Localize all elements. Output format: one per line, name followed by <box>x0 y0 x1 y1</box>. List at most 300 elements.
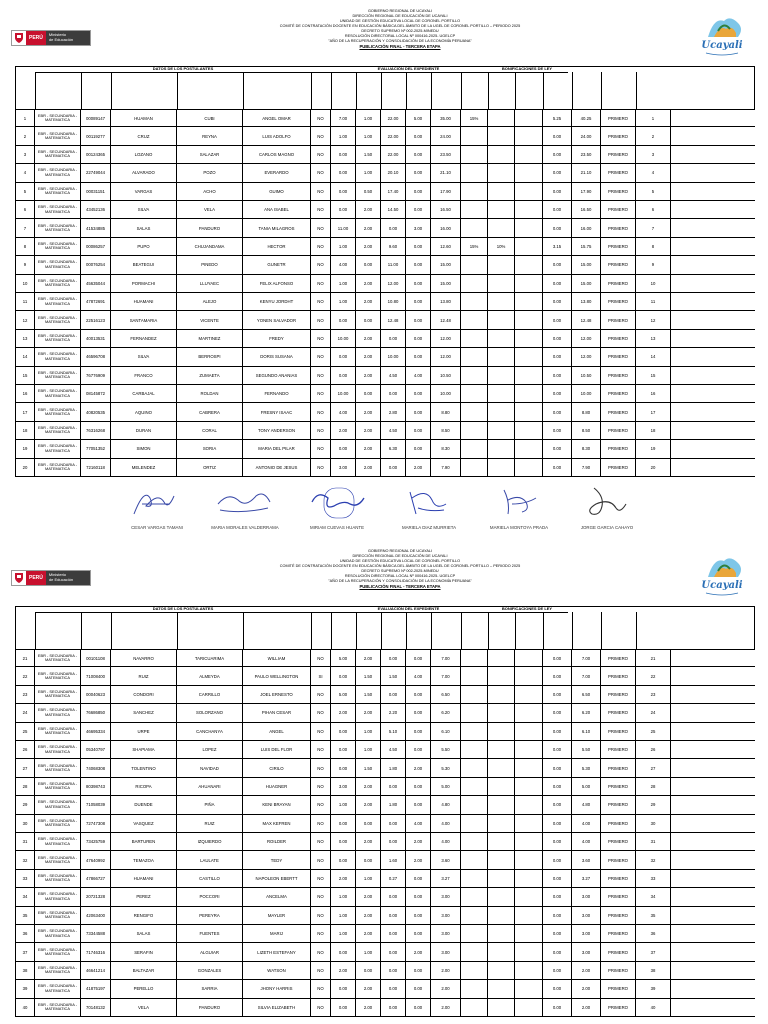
licenciado-cell: NO <box>311 311 331 328</box>
row-number: 15 <box>15 367 35 384</box>
bonif-cell <box>488 907 515 924</box>
row-number: 31 <box>15 833 35 850</box>
bonif-cell: 10% <box>488 238 515 255</box>
puntaje-final-cell: 15.00 <box>572 275 601 292</box>
puntaje-final-cell: 23.50 <box>572 146 601 163</box>
estado-cell: PRIMERO <box>601 275 636 292</box>
bonif-total-cell: 0.00 <box>543 650 572 666</box>
orden-cell: 30 <box>636 815 671 832</box>
licenciado-cell: NO <box>311 201 331 218</box>
nivel-cell: EBR - SECUNDARIA - MATEMATICA <box>35 459 81 476</box>
bonif-cell <box>515 723 543 740</box>
bonif-cell <box>488 275 515 292</box>
column-divider <box>311 72 312 109</box>
score-cell: 10.80 <box>381 293 406 310</box>
estado-cell: PRIMERO <box>601 741 636 758</box>
bonif-total-cell: 0.00 <box>543 980 572 997</box>
puntaje-final-cell: 3.00 <box>572 907 601 924</box>
licenciado-cell: NO <box>311 367 331 384</box>
bonif-cell <box>515 650 543 666</box>
puntaje-final-cell: 4.00 <box>572 815 601 832</box>
apellido-materno-cell: RUIZ <box>177 815 243 832</box>
puntaje-final-cell: 8.30 <box>572 440 601 457</box>
nombres-cell: HECTOR <box>243 238 311 255</box>
score-cell: 4.50 <box>381 422 406 439</box>
licenciado-cell: NO <box>311 999 331 1016</box>
subtotal-cell: 23.50 <box>431 146 461 163</box>
signatory-name: MARIA MORALES VALDERRAMA <box>211 525 279 530</box>
score-cell: 0.00 <box>406 741 431 758</box>
header-line: RESOLUCIÓN DIRECTORAL LOCAL Nº 000416-2025- UGELCP <box>344 34 456 39</box>
column-divider <box>601 612 602 649</box>
orden-cell: 16 <box>636 385 671 402</box>
bonif-total-cell: 0.00 <box>543 962 572 979</box>
score-cell: 2.00 <box>356 459 381 476</box>
subtotal-cell: 5.00 <box>431 778 461 795</box>
score-cell: 0.00 <box>356 256 381 273</box>
puntaje-final-cell: 24.00 <box>572 127 601 144</box>
dni-cell: 45635044 <box>81 275 111 292</box>
score-cell: 0.00 <box>406 385 431 402</box>
score-cell: 2.80 <box>381 403 406 420</box>
estado-cell: PRIMERO <box>601 459 636 476</box>
score-cell: 1.80 <box>381 796 406 813</box>
apellido-materno-cell: ROLDAN <box>177 385 243 402</box>
score-cell: 2.00 <box>356 219 381 236</box>
estado-cell: PRIMERO <box>601 256 636 273</box>
row-number: 28 <box>15 778 35 795</box>
bonif-cell <box>461 888 488 905</box>
apellido-materno-cell: CARRILLO <box>177 686 243 703</box>
score-cell: 0.00 <box>406 704 431 721</box>
table-row <box>15 907 755 925</box>
group-bonificaciones: BONIFICACIONES DE LEY <box>486 66 568 73</box>
orden-cell: 20 <box>636 459 671 476</box>
nivel-cell: EBR - SECUNDARIA - MATEMATICA <box>35 833 81 850</box>
nivel-cell: EBR - SECUNDARIA - MATEMATICA <box>35 999 81 1016</box>
bonif-cell <box>515 385 543 402</box>
bonif-cell <box>515 925 543 942</box>
nivel-cell: EBR - SECUNDARIA - MATEMATICA <box>35 907 81 924</box>
estado-cell: PRIMERO <box>601 330 636 347</box>
orden-cell: 33 <box>636 870 671 887</box>
group-evaluacion: EVALUACIÓN DEL EXPEDIENTE <box>331 606 486 613</box>
licenciado-cell: NO <box>311 385 331 402</box>
nivel-cell: EBR - SECUNDARIA - MATEMATICA <box>35 440 81 457</box>
apellido-materno-cell: VELA <box>177 201 243 218</box>
puntaje-final-cell: 3.00 <box>572 888 601 905</box>
score-cell: 2.00 <box>356 440 381 457</box>
dni-cell: 22749044 <box>81 164 111 181</box>
nombres-cell: FELIX ALFONSO <box>243 275 311 292</box>
bonif-cell <box>515 403 543 420</box>
apellido-materno-cell: MARTINEZ <box>177 330 243 347</box>
row-number: 9 <box>15 256 35 273</box>
estado-cell: PRIMERO <box>601 888 636 905</box>
bonif-cell <box>515 164 543 181</box>
score-cell: 1.50 <box>381 667 406 684</box>
apellido-paterno-cell: BALTAZAR <box>111 962 177 979</box>
bonif-total-cell: 0.00 <box>543 164 572 181</box>
subtotal-cell: 16.50 <box>431 201 461 218</box>
nivel-cell: EBR - SECUNDARIA - MATEMATICA <box>35 385 81 402</box>
licenciado-cell: NO <box>311 796 331 813</box>
score-cell: 0.50 <box>356 183 381 200</box>
bonif-total-cell: 0.00 <box>543 293 572 310</box>
puntaje-final-cell: 12.48 <box>572 311 601 328</box>
score-cell: 0.00 <box>356 851 381 868</box>
licenciado-cell: NO <box>311 888 331 905</box>
score-cell: 3.00 <box>331 459 356 476</box>
column-divider <box>515 72 516 109</box>
estado-cell: PRIMERO <box>601 403 636 420</box>
licenciado-cell: NO <box>311 422 331 439</box>
score-cell: 22.00 <box>381 146 406 163</box>
score-cell: 0.00 <box>406 999 431 1016</box>
estado-cell: PRIMERO <box>601 815 636 832</box>
licenciado-cell: NO <box>311 440 331 457</box>
row-number: 7 <box>15 219 35 236</box>
nombres-cell: NAPOLEON EBERTT <box>243 870 311 887</box>
score-cell: 0.00 <box>331 833 356 850</box>
score-cell: 9.60 <box>381 238 406 255</box>
bonif-cell <box>515 183 543 200</box>
apellido-materno-cell: SORIA <box>177 440 243 457</box>
apellido-materno-cell: SALAZAR <box>177 146 243 163</box>
row-number: 25 <box>15 723 35 740</box>
header-line: UNIDAD DE GESTIÓN EDUCATIVA LOCAL DE CORONEL PORTILLO <box>339 19 461 24</box>
subtotal-cell: 5.30 <box>431 759 461 776</box>
score-cell: 0.00 <box>406 201 431 218</box>
dni-cell: 70148132 <box>81 999 111 1016</box>
score-cell: 0.00 <box>406 311 431 328</box>
bonif-cell <box>488 778 515 795</box>
dni-cell: 05340797 <box>81 741 111 758</box>
dni-cell: 77051352 <box>81 440 111 457</box>
score-cell: 2.00 <box>356 367 381 384</box>
nombres-cell: ANCELMA <box>243 888 311 905</box>
subtotal-cell: 16.00 <box>431 219 461 236</box>
bonif-cell <box>488 256 515 273</box>
bonif-cell <box>461 650 488 666</box>
licenciado-cell: NO <box>311 833 331 850</box>
score-cell: 4.00 <box>331 403 356 420</box>
apellido-materno-cell: CHUJANDAMA <box>177 238 243 255</box>
apellido-paterno-cell: RUIZ <box>111 667 177 684</box>
subtotal-cell: 12.60 <box>431 238 461 255</box>
licenciado-cell: NO <box>311 275 331 292</box>
bonif-cell <box>461 293 488 310</box>
bonif-cell <box>461 704 488 721</box>
dni-cell: 00040623 <box>81 686 111 703</box>
minedu-logo <box>11 570 91 586</box>
bonif-cell <box>461 219 488 236</box>
dni-cell: 40013531 <box>81 330 111 347</box>
apellido-materno-cell: LAULATE <box>177 851 243 868</box>
bonif-total-cell: 0.00 <box>543 888 572 905</box>
score-cell: 0.00 <box>406 348 431 365</box>
nombres-cell: TEDY <box>243 851 311 868</box>
nivel-cell: EBR - SECUNDARIA - MATEMATICA <box>35 815 81 832</box>
orden-cell: 40 <box>636 999 671 1016</box>
subtotal-cell: 7.00 <box>431 650 461 666</box>
estado-cell: PRIMERO <box>601 293 636 310</box>
licenciado-cell: NO <box>311 980 331 997</box>
table-row <box>15 704 755 722</box>
nombres-cell: LUIS DEL FLOR <box>243 741 311 758</box>
bonif-cell <box>515 146 543 163</box>
score-cell: 1.00 <box>356 127 381 144</box>
puntaje-final-cell: 10.50 <box>572 367 601 384</box>
score-cell: 0.00 <box>406 293 431 310</box>
row-number: 11 <box>15 293 35 310</box>
apellido-materno-cell: POCCORI <box>177 888 243 905</box>
estado-cell: PRIMERO <box>601 851 636 868</box>
header-line: UNIDAD DE GESTIÓN EDUCATIVA LOCAL DE CORONEL PORTILLO <box>339 559 461 564</box>
bonif-cell <box>488 164 515 181</box>
score-cell: 2.00 <box>356 293 381 310</box>
table-row <box>15 219 755 237</box>
score-cell: 10.00 <box>381 348 406 365</box>
bonif-cell <box>461 201 488 218</box>
score-cell: 0.00 <box>406 330 431 347</box>
subtotal-cell: 6.10 <box>431 723 461 740</box>
score-cell: 4.50 <box>381 367 406 384</box>
dni-cell: 76316268 <box>81 422 111 439</box>
apellido-paterno-cell: BARTUREN <box>111 833 177 850</box>
score-cell: 0.00 <box>381 459 406 476</box>
dni-cell: 00076254 <box>81 256 111 273</box>
nombres-cell: KENYU JORDHT <box>243 293 311 310</box>
bonif-cell <box>488 127 515 144</box>
apellido-paterno-cell: URPE <box>111 723 177 740</box>
nivel-cell: EBR - SECUNDARIA - MATEMATICA <box>35 686 81 703</box>
orden-cell: 15 <box>636 367 671 384</box>
subtotal-cell: 3.00 <box>431 907 461 924</box>
orden-cell: 17 <box>636 403 671 420</box>
nivel-cell: EBR - SECUNDARIA - MATEMATICA <box>35 311 81 328</box>
licenciado-cell: NO <box>311 330 331 347</box>
bonif-cell <box>515 422 543 439</box>
score-cell: 0.00 <box>381 330 406 347</box>
dni-cell: 00101108 <box>81 650 111 666</box>
score-cell: 22.00 <box>381 110 406 126</box>
score-cell: 17.40 <box>381 183 406 200</box>
column-divider <box>177 72 178 109</box>
score-cell: 0.00 <box>406 650 431 666</box>
bonif-cell <box>515 980 543 997</box>
score-cell: 1.00 <box>356 723 381 740</box>
score-cell: 1.00 <box>331 238 356 255</box>
score-cell: 2.00 <box>356 796 381 813</box>
nombres-cell: GUNETR <box>243 256 311 273</box>
score-cell: 0.00 <box>331 667 356 684</box>
score-cell: 0.00 <box>356 962 381 979</box>
licenciado-cell: NO <box>311 459 331 476</box>
licenciado-cell: NO <box>311 650 331 666</box>
row-number: 3 <box>15 146 35 163</box>
column-divider <box>356 72 357 109</box>
nivel-cell: EBR - SECUNDARIA - MATEMATICA <box>35 164 81 181</box>
row-number: 16 <box>15 385 35 402</box>
row-number: 24 <box>15 704 35 721</box>
apellido-paterno-cell: LOZANO <box>111 146 177 163</box>
puntaje-final-cell: 12.00 <box>572 348 601 365</box>
estado-cell: PRIMERO <box>601 219 636 236</box>
apellido-paterno-cell: BEATEGUI <box>111 256 177 273</box>
licenciado-cell: NO <box>311 219 331 236</box>
score-cell: 0.00 <box>406 925 431 942</box>
score-cell: 2.00 <box>356 907 381 924</box>
score-cell: 3.00 <box>331 778 356 795</box>
nombres-cell: YONEN SALVADOR <box>243 311 311 328</box>
score-cell: 0.00 <box>406 422 431 439</box>
score-cell: 7.00 <box>331 110 356 126</box>
etapa-title: PUBLICACIÓN FINAL - TERCERA ETAPA <box>359 44 441 50</box>
dni-cell: 22516123 <box>81 311 111 328</box>
apellido-materno-cell: AHUANARI <box>177 778 243 795</box>
orden-cell: 32 <box>636 851 671 868</box>
score-cell: 2.00 <box>331 704 356 721</box>
header-line: "AÑO DE LA RECUPERACIÓN Y CONSOLIDACIÓN DE LA ECONOMÍA PERUANA" <box>328 39 472 44</box>
orden-cell: 34 <box>636 888 671 905</box>
nivel-cell: EBR - SECUNDARIA - MATEMATICA <box>35 256 81 273</box>
puntaje-final-cell: 40.25 <box>572 110 601 126</box>
column-divider <box>111 72 112 109</box>
orden-cell: 9 <box>636 256 671 273</box>
apellido-paterno-cell: CRUZ <box>111 127 177 144</box>
column-divider <box>331 612 332 649</box>
nivel-cell: EBR - SECUNDARIA - MATEMATICA <box>35 851 81 868</box>
bonif-cell <box>461 851 488 868</box>
score-cell: 12.00 <box>381 275 406 292</box>
score-cell: 5.00 <box>331 650 356 666</box>
score-cell: 1.00 <box>331 888 356 905</box>
signatory-name: MARIELA MONTOYA PRADA <box>489 525 549 530</box>
apellido-paterno-cell: HUAMANI <box>111 870 177 887</box>
score-cell: 0.00 <box>406 980 431 997</box>
subtotal-cell: 10.00 <box>431 385 461 402</box>
row-number: 39 <box>15 980 35 997</box>
bonif-cell <box>461 723 488 740</box>
bonif-cell <box>515 667 543 684</box>
puntaje-final-cell: 5.30 <box>572 759 601 776</box>
shield-icon <box>12 571 26 585</box>
licenciado-cell: NO <box>311 686 331 703</box>
score-cell: 1.60 <box>381 851 406 868</box>
column-divider <box>636 72 637 109</box>
score-cell: 12.48 <box>381 311 406 328</box>
score-cell: 0.00 <box>381 925 406 942</box>
subtotal-cell: 17.90 <box>431 183 461 200</box>
table-row <box>15 980 755 998</box>
column-divider <box>515 612 516 649</box>
estado-cell: PRIMERO <box>601 723 636 740</box>
estado-cell: PRIMERO <box>601 667 636 684</box>
apellido-paterno-cell: HUAMANI <box>111 293 177 310</box>
table-row <box>15 925 755 943</box>
subtotal-cell: 4.00 <box>431 833 461 850</box>
apellido-materno-cell: IZQUIERDO <box>177 833 243 850</box>
apellido-materno-cell: VICENTE <box>177 311 243 328</box>
bonif-cell <box>461 907 488 924</box>
apellido-paterno-cell: RENGIFO <box>111 907 177 924</box>
score-cell: 0.00 <box>406 403 431 420</box>
ucayali-logo-text: Ucayali <box>701 40 743 51</box>
table-row <box>15 778 755 796</box>
subtotal-cell: 4.00 <box>431 815 461 832</box>
bonif-cell <box>488 667 515 684</box>
bonif-total-cell: 0.00 <box>543 275 572 292</box>
apellido-materno-cell: LOPEZ <box>177 741 243 758</box>
table-row <box>15 256 755 274</box>
score-cell: 0.00 <box>331 999 356 1016</box>
score-cell: 0.00 <box>331 311 356 328</box>
estado-cell: PRIMERO <box>601 704 636 721</box>
estado-cell: PRIMERO <box>601 650 636 666</box>
bonif-cell <box>515 311 543 328</box>
score-cell: 0.00 <box>356 385 381 402</box>
bonif-cell <box>488 962 515 979</box>
puntaje-final-cell: 15.75 <box>572 238 601 255</box>
score-cell: 0.00 <box>381 980 406 997</box>
subtotal-cell: 3.00 <box>431 888 461 905</box>
bonif-cell <box>515 127 543 144</box>
subtotal-cell: 2.00 <box>431 999 461 1016</box>
score-cell: 0.00 <box>406 778 431 795</box>
orden-cell: 29 <box>636 796 671 813</box>
bonif-cell <box>461 311 488 328</box>
row-number: 8 <box>15 238 35 255</box>
score-cell: 0.00 <box>331 723 356 740</box>
bonif-total-cell: 0.00 <box>543 704 572 721</box>
puntaje-final-cell: 12.00 <box>572 330 601 347</box>
nivel-cell: EBR - SECUNDARIA - MATEMATICA <box>35 348 81 365</box>
licenciado-cell: NO <box>311 741 331 758</box>
header-line: DECRETO SUPREMO Nº 002-2025-MINEDU <box>361 29 439 34</box>
column-divider <box>81 612 82 649</box>
estado-cell: PRIMERO <box>601 962 636 979</box>
column-divider <box>406 612 407 649</box>
table-row <box>15 667 755 685</box>
header-line: DIRECCIÓN REGIONAL DE EDUCACIÓN DE UCAYALI <box>352 14 448 19</box>
peru-label: PERÚ <box>26 31 46 45</box>
nombres-cell: CARLOS MAGNO <box>243 146 311 163</box>
nivel-cell: EBR - SECUNDARIA - MATEMATICA <box>35 650 81 666</box>
licenciado-cell: NO <box>311 256 331 273</box>
apellido-materno-cell: ORTIZ <box>177 459 243 476</box>
nivel-cell: EBR - SECUNDARIA - MATEMATICA <box>35 201 81 218</box>
header-line: "AÑO DE LA RECUPERACIÓN Y CONSOLIDACIÓN DE LA ECONOMÍA PERUANA" <box>328 579 472 584</box>
table-header-area <box>15 606 755 649</box>
score-cell: 4.00 <box>331 256 356 273</box>
estado-cell: PRIMERO <box>601 796 636 813</box>
table-row <box>15 164 755 182</box>
bonif-cell <box>515 238 543 255</box>
bonif-cell <box>461 403 488 420</box>
subtotal-cell: 3.00 <box>431 943 461 960</box>
score-cell: 0.00 <box>381 999 406 1016</box>
bonif-cell <box>461 422 488 439</box>
bonif-total-cell: 0.00 <box>543 778 572 795</box>
bonif-total-cell: 0.00 <box>543 999 572 1016</box>
nivel-cell: EBR - SECUNDARIA - MATEMATICA <box>35 980 81 997</box>
subtotal-cell: 15.00 <box>431 256 461 273</box>
nivel-cell: EBR - SECUNDARIA - MATEMATICA <box>35 275 81 292</box>
orden-cell: 21 <box>636 650 671 666</box>
apellido-materno-cell: REYNA <box>177 127 243 144</box>
apellido-materno-cell: PINEDO <box>177 256 243 273</box>
